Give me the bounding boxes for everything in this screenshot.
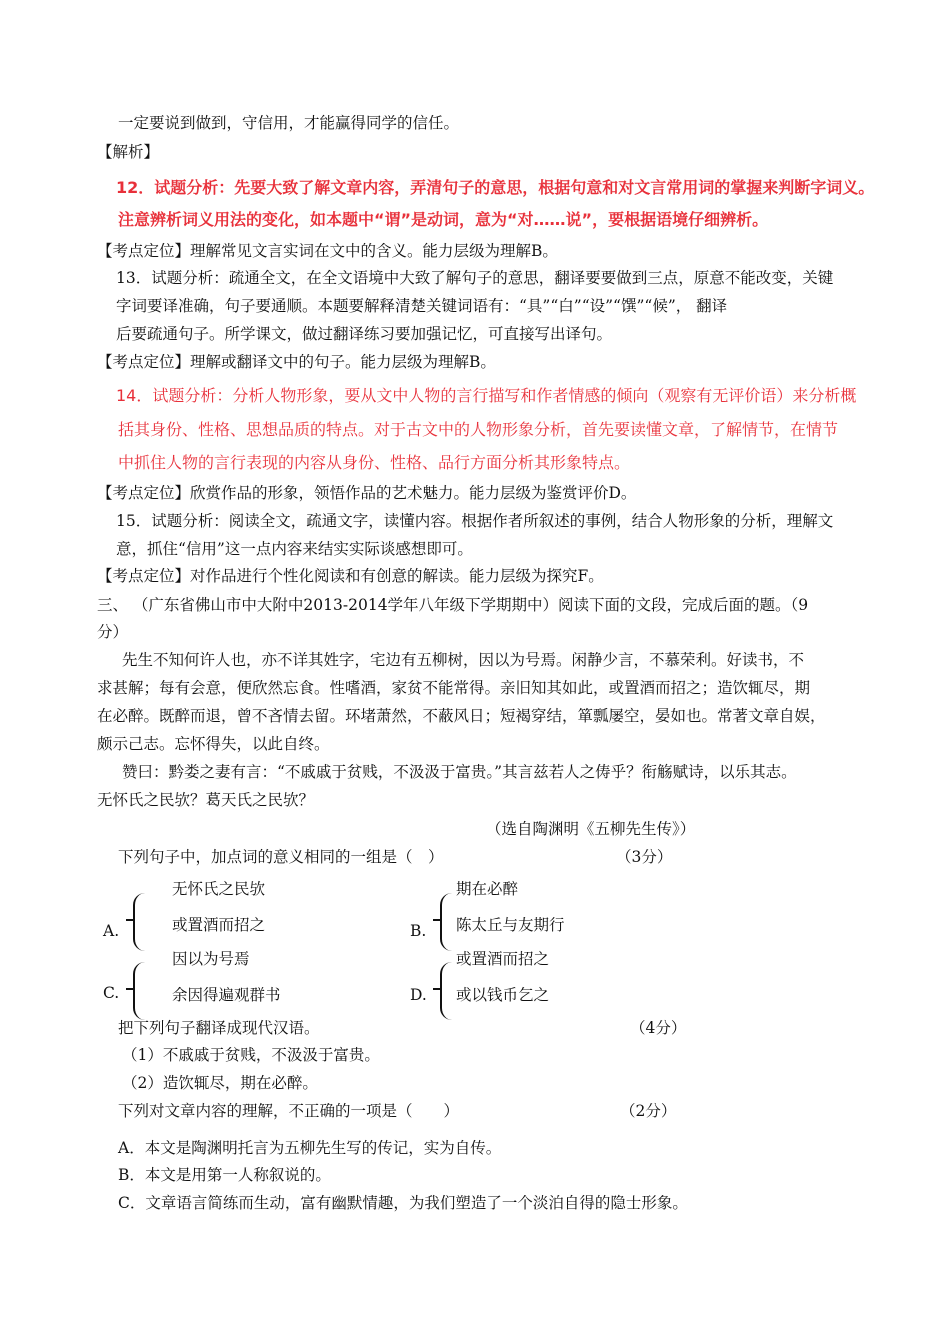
- passage-line-5: 赞曰：黔娄之妻有言：“不戚戚于贫贱，不汲汲于富贵。”其言兹若人之俦乎？衔觞赋诗，以乐其志。: [122, 763, 797, 781]
- option-a-line2: 或置酒而招之: [172, 916, 266, 934]
- question-3-option-b: B．本文是用第一人称叙说的。: [118, 1166, 331, 1184]
- analysis-12-line2: 注意辨析词义用法的变化，如本题中“谓”是动词，意为“对……说”，要根据语境仔细辨析。: [118, 210, 769, 229]
- question-3: 下列对文章内容的理解，不正确的一项是（ ）: [118, 1102, 460, 1120]
- question-1: 下列句子中，加点词的意义相同的一组是（ ）: [118, 848, 444, 866]
- analysis-14-line2: 括其身份、性格、思想品质的特点。对于古文中的人物形象分析，首先要读懂文章，了解情节，在情节: [118, 420, 839, 439]
- analysis-14-line1: 14．试题分析：分析人物形象，要从文中人物的言行描写和作者情感的倾向（观察有无评价语）来分析概: [116, 386, 857, 405]
- option-b-brace: [440, 893, 454, 951]
- passage-line-4: 颇示己志。忘怀得失，以此自终。: [97, 735, 330, 753]
- question-2-score: （4分）: [630, 1019, 687, 1037]
- option-c-brace: [133, 962, 147, 1020]
- analysis-15-line2: 意，抓住“信用”这一点内容来结实实际谈感想即可。: [116, 540, 473, 558]
- kaodian-15: 【考点定位】对作品进行个性化阅读和有创意的解读。能力层级为探究F。: [97, 567, 604, 585]
- option-a-brace: [133, 893, 147, 951]
- answer-text: 一定要说到做到，守信用，才能赢得同学的信任。: [118, 114, 460, 132]
- option-d-line2: 或以钱币乞之: [456, 986, 550, 1004]
- section-3-heading: 三、 （广东省佛山市中大附中2013-2014学年八年级下学期期中）阅读下面的文段，完成后面的题。（9: [97, 596, 809, 614]
- passage-line-2: 求甚解；每有会意，便欣然忘食。性嗜酒，家贫不能常得。亲旧知其如此，或置酒而招之；造饮辄尽，期: [97, 679, 811, 697]
- question-3-option-a: A．本文是陶渊明托言为五柳先生写的传记，实为自传。: [118, 1139, 502, 1157]
- option-a-line1: 无怀氏之民欤: [172, 880, 266, 898]
- option-c-line1: 因以为号焉: [172, 950, 250, 968]
- option-b-label: B.: [410, 922, 427, 940]
- question-2-item-1: （1）不戚戚于贫贱，不汲汲于富贵。: [122, 1046, 380, 1064]
- option-d-brace: [440, 962, 454, 1020]
- analysis-13-line3: 后要疏通句子。所学课文，做过翻译练习要加强记忆，可直接写出译句。: [116, 325, 613, 343]
- question-3-option-c: C．文章语言简练而生动，富有幽默情趣，为我们塑造了一个淡泊自得的隐士形象。: [118, 1194, 688, 1212]
- analysis-heading: 【解析】: [97, 143, 160, 161]
- analysis-12-line1: 12．试题分析：先要大致了解文章内容，弄清句子的意思，根据句意和对文言常用词的掌握来判断字词义。: [116, 178, 875, 197]
- analysis-13-line2: 字词要译准确，句子要通顺。本题要解释清楚关键词语有：“具”“白”“设”“馔”“候”， 翻译: [116, 297, 728, 315]
- kaodian-12: 【考点定位】理解常见文言实词在文中的含义。能力层级为理解B。: [97, 242, 558, 260]
- option-d-line1: 或置酒而招之: [456, 950, 550, 968]
- passage-line-6: 无怀氏之民欤？葛天氏之民欤？: [97, 791, 315, 809]
- passage-source: （选自陶渊明《五柳先生传》）: [486, 820, 696, 838]
- kaodian-14: 【考点定位】欣赏作品的形象，领悟作品的艺术魅力。能力层级为鉴赏评价D。: [97, 484, 637, 502]
- kaodian-13: 【考点定位】理解或翻译文中的句子。能力层级为理解B。: [97, 353, 496, 371]
- option-b-line2: 陈太丘与友期行: [456, 916, 565, 934]
- analysis-14-line3: 中抓住人物的言行表现的内容从身份、性格、品行方面分析其形象特点。: [118, 453, 631, 472]
- option-c-line2: 余因得遍观群书: [172, 986, 281, 1004]
- option-b-line1: 期在必醉: [456, 880, 519, 898]
- option-a-label: A.: [103, 922, 120, 940]
- option-d-label: D.: [410, 986, 427, 1004]
- question-2-item-2: （2）造饮辄尽，期在必醉。: [122, 1074, 318, 1092]
- passage-line-1: 先生不知何许人也，亦不详其姓字，宅边有五柳树，因以为号焉。闲静少言，不慕荣利。好读书，不: [122, 651, 805, 669]
- section-3-heading-cont: 分）: [97, 623, 129, 641]
- question-1-score: （3分）: [616, 848, 673, 866]
- option-c-label: C.: [103, 984, 120, 1002]
- question-2: 把下列句子翻译成现代汉语。: [118, 1019, 320, 1037]
- passage-line-3: 在必醉。既醉而退，曾不吝情去留。环堵萧然，不蔽风日；短褐穿结，箪瓢屡空，晏如也。常著文章自娱，: [97, 707, 826, 725]
- analysis-13-line1: 13．试题分析：疏通全文，在全文语境中大致了解句子的意思，翻译要要做到三点，原意不能改变，关键: [116, 269, 834, 287]
- question-3-score: （2分）: [620, 1102, 677, 1120]
- analysis-15-line1: 15．试题分析：阅读全文，疏通文字，读懂内容。根据作者所叙述的事例，结合人物形象的分析，理解文: [116, 512, 834, 530]
